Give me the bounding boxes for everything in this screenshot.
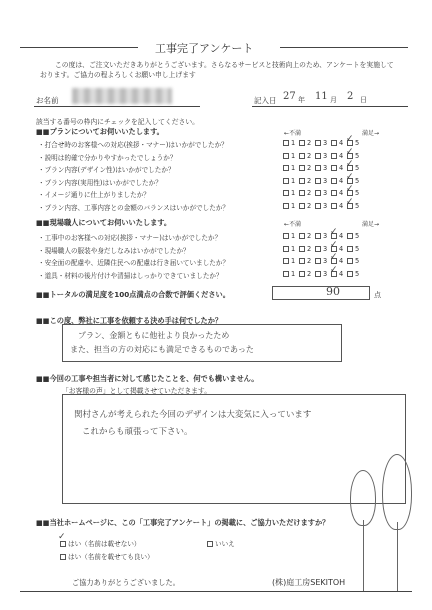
rating-number: 4 (339, 151, 344, 160)
rating-check-mark: ✓ (346, 159, 354, 169)
rating-checkbox[interactable] (299, 246, 305, 252)
rating-option-1[interactable] (283, 164, 295, 172)
checkbox-no[interactable] (207, 541, 213, 547)
date-month: 11 (315, 91, 328, 102)
rating-check-mark: ✓ (346, 184, 354, 194)
rating-number: 5 (355, 257, 360, 265)
rating-checkbox[interactable] (315, 258, 321, 264)
rating-number: 2 (307, 151, 312, 160)
rating-option-1[interactable] (283, 189, 295, 197)
rating-number: 4 (339, 176, 344, 185)
rating-number: 3 (323, 139, 328, 147)
rating-number: 1 (291, 244, 296, 253)
rating-number: 2 (307, 244, 312, 253)
name-underline (34, 106, 200, 107)
question-text: ・安全面の配慮や、近隣住民への配慮は行き届いていましたか？ (38, 259, 230, 267)
rating-checkbox[interactable] (331, 190, 337, 196)
rating-number: 4 (339, 189, 344, 197)
rating-option-3[interactable] (315, 257, 327, 265)
rating-number: 2 (307, 189, 312, 197)
rating-checkbox[interactable] (347, 233, 353, 239)
rating-number: 5 (355, 151, 360, 160)
rating-option-3[interactable] (315, 152, 327, 160)
name-label: お名前 (36, 96, 59, 105)
rating-option-2[interactable] (299, 152, 311, 160)
date-day-unit: 日 (360, 96, 367, 104)
scale-left-2: ←不満 (284, 221, 302, 228)
rating-number: 5 (355, 139, 360, 147)
total-score-box (272, 286, 370, 300)
option-yes-named-label: はい（名前を載せても良い） (68, 553, 154, 561)
question-text: ・工事中のお客様への対応(挨拶・マナー)はいかがでしたか？ (38, 234, 222, 242)
rating-option-3[interactable] (315, 232, 327, 240)
rating-check-mark: ✓ (330, 239, 338, 250)
rating-option-3[interactable] (315, 177, 327, 185)
rating-option-3[interactable] (315, 270, 327, 278)
rating-checkbox[interactable] (299, 153, 305, 159)
rating-checkbox[interactable] (315, 203, 321, 209)
rating-number: 5 (355, 201, 360, 210)
header-rule-left (20, 47, 138, 48)
rating-number: 4 (339, 232, 344, 240)
rating-checkbox[interactable] (299, 140, 305, 146)
rating-number: 3 (323, 176, 328, 185)
section4-title: ■■今回の工事や担当者に対して感じたことを、何でも構いません。 (36, 374, 259, 383)
rating-option-2[interactable] (299, 202, 311, 210)
option-yes-anonymous[interactable] (60, 538, 141, 548)
rating-number: 3 (323, 244, 328, 253)
rating-checkbox[interactable] (283, 203, 289, 209)
tree-right-icon (382, 454, 412, 530)
redacted-name (72, 88, 172, 104)
rating-number: 4 (339, 244, 344, 253)
rating-number: 5 (355, 176, 360, 185)
rating-checkbox[interactable] (315, 178, 321, 184)
rating-checkbox[interactable] (315, 233, 321, 239)
rating-number: 2 (307, 164, 312, 172)
section4-answer-line1: 関村さんが考えられた今回のデザインは大変気に入っています (74, 410, 312, 420)
rating-option-2[interactable] (299, 189, 311, 197)
rating-option-2[interactable] (299, 177, 311, 185)
scale-right: 満足→ (362, 130, 380, 137)
question-text: ・道具・材料の後片付けや清掃はしっかりできていましたか？ (38, 271, 223, 280)
section4-answer-line2: これからも頑張って下さい。 (82, 427, 193, 437)
rating-number: 5 (355, 244, 360, 253)
rating-checkbox[interactable] (315, 153, 321, 159)
rating-option-4[interactable] (331, 139, 343, 147)
intro-line-2: おります。ご協力の程よろしくお願い申し上げます (40, 71, 196, 79)
intro-line-1: この度は、ご注文いただきありがとうございます。さらなるサービスと技術向上のため、アンケートを実施して (55, 61, 394, 69)
date-year-unit: 年 (298, 96, 305, 104)
rating-check-mark: ✓ (346, 171, 354, 182)
section1-title: ■■プランについてお伺いいたします。 (36, 127, 164, 136)
rating-option-1[interactable] (283, 270, 295, 278)
total-score-unit: 点 (374, 291, 381, 299)
question-text: ・説明は的確で分かりやすかったでしょうか？ (38, 153, 177, 162)
rating-checkbox[interactable] (283, 190, 289, 196)
rating-checkbox[interactable] (299, 233, 305, 239)
rating-option-3[interactable] (315, 202, 327, 210)
question-text: ・イメージ通りに仕上がりましたか？ (38, 191, 150, 199)
rating-number: 3 (323, 269, 328, 278)
rating-option-1[interactable] (283, 139, 295, 147)
rating-checkbox[interactable] (299, 258, 305, 264)
rating-option-1[interactable] (283, 152, 295, 160)
rating-number: 1 (291, 257, 296, 265)
rating-checkbox[interactable] (331, 153, 337, 159)
footer-thanks: ご協力ありがとうございました。 (72, 578, 180, 587)
tree-left-trunk (363, 520, 364, 592)
rating-number: 1 (291, 164, 296, 172)
rating-number: 3 (323, 151, 328, 160)
scale-left: ←不満 (284, 130, 302, 137)
rating-number: 4 (339, 164, 344, 172)
tree-right-trunk (397, 522, 398, 592)
option-no-label: いいえ (215, 540, 235, 548)
rating-option-5[interactable] (347, 257, 359, 265)
section5-title: ■■当社ホームページに、この「工事完了アンケート」の掲載に、ご協力いただけますか？ (36, 518, 330, 527)
rating-checkbox[interactable] (299, 165, 305, 171)
rating-checkbox[interactable] (315, 246, 321, 252)
rating-check-mark: ✓ (330, 264, 338, 275)
scale-right-2: 満足→ (362, 221, 380, 228)
rating-option-2[interactable] (299, 257, 311, 265)
rating-checkbox[interactable] (283, 178, 289, 184)
rating-option-2[interactable] (299, 245, 311, 253)
check-mark-yes-anonymous: ✓ (58, 532, 66, 542)
section3-title: ■■この度、弊社に工事を依頼する決め手は何でしたか？ (36, 316, 223, 325)
rating-checkbox[interactable] (283, 233, 289, 239)
rating-number: 3 (323, 232, 328, 240)
rating-check-mark: ✓ (346, 146, 354, 157)
rating-checkbox[interactable] (315, 271, 321, 277)
rating-checkbox[interactable] (283, 258, 289, 264)
section2-title: ■■現場職人についてお伺いいたします。 (36, 218, 172, 227)
question-text: ・打合せ時のお客様への対応(挨拶・マナー)はいかがでしたか？ (38, 141, 228, 149)
rating-option-4[interactable] (331, 152, 343, 160)
rating-number: 1 (291, 176, 296, 185)
option-yes-named[interactable] (60, 551, 154, 561)
rating-number: 2 (307, 269, 312, 278)
rating-checkbox[interactable] (347, 258, 353, 264)
date-year: 27 (283, 91, 296, 102)
rating-checkbox[interactable] (331, 203, 337, 209)
rating-checkbox[interactable] (283, 165, 289, 171)
rating-number: 4 (339, 139, 344, 147)
rating-number: 1 (291, 139, 296, 147)
rating-checkbox[interactable] (283, 153, 289, 159)
rating-option-5[interactable] (347, 270, 359, 278)
total-score-value: 90 (326, 285, 340, 298)
header-rule-right (280, 47, 408, 48)
date-label: 記入日 (254, 96, 277, 105)
rating-option-4[interactable] (331, 189, 343, 197)
checkbox-yes-named[interactable] (60, 554, 66, 560)
rating-option-3[interactable] (315, 139, 327, 147)
rating-checkbox[interactable] (283, 271, 289, 277)
rating-check-mark: ✓ (346, 196, 354, 207)
question-text: ・現場職人の服装や身だしなみはいかがでしたか？ (38, 246, 190, 255)
rating-checkbox[interactable] (299, 178, 305, 184)
rating-option-4[interactable] (331, 177, 343, 185)
rating-number: 3 (323, 164, 328, 172)
date-underline (252, 106, 408, 107)
rating-number: 5 (355, 189, 360, 197)
rating-number: 4 (339, 257, 344, 265)
rating-option-2[interactable] (299, 139, 311, 147)
rating-option-2[interactable] (299, 270, 311, 278)
option-yes-anonymous-label: はい（名前は載せない） (68, 540, 141, 548)
date-day: 2 (347, 91, 354, 102)
option-no[interactable] (207, 538, 235, 548)
rating-option-1[interactable] (283, 245, 295, 253)
footer-rule (20, 591, 412, 592)
rating-option-3[interactable] (315, 189, 327, 197)
rating-number: 4 (339, 269, 344, 278)
rating-option-5[interactable] (347, 232, 359, 240)
rating-option-1[interactable] (283, 257, 295, 265)
rating-option-1[interactable] (283, 177, 295, 185)
rating-number: 3 (323, 257, 328, 265)
rating-option-2[interactable] (299, 164, 311, 172)
rating-number: 4 (339, 201, 344, 210)
rating-number: 2 (307, 139, 312, 147)
rating-number: 2 (307, 257, 312, 265)
rating-check-mark: ✓ (330, 252, 338, 262)
rating-number: 2 (307, 176, 312, 185)
rating-number: 1 (291, 201, 296, 210)
rating-number: 1 (291, 269, 296, 278)
rating-checkbox[interactable] (283, 246, 289, 252)
total-label: ■■トータルの満足度を100点満点の合数で評価ください。 (36, 290, 230, 299)
rating-number: 2 (307, 232, 312, 240)
rating-checkbox[interactable] (299, 271, 305, 277)
rating-number: 3 (323, 201, 328, 210)
question-text: ・プラン内容、工事内容との金額のバランスはいかがでしたか？ (38, 203, 230, 212)
rating-number: 5 (355, 232, 360, 240)
tree-left-icon (350, 470, 376, 526)
rating-number: 2 (307, 201, 312, 210)
section4-subtitle: 「お客様の声」として掲載させていただきます。 (62, 387, 211, 395)
rating-option-2[interactable] (299, 232, 311, 240)
rating-checkbox[interactable] (331, 165, 337, 171)
rating-number: 3 (323, 189, 328, 197)
footer-company: (株)庭工房SEKITOH (272, 578, 346, 587)
rating-checkbox[interactable] (283, 140, 289, 146)
rating-checkbox[interactable] (331, 140, 337, 146)
instruction: 該当する番号の枠内にチェックを記入してください。 (36, 118, 199, 126)
question-text: ・プラン内容(実用性)はいかがでしたか？ (38, 178, 162, 187)
rating-number: 1 (291, 232, 296, 240)
rating-checkbox[interactable] (331, 178, 337, 184)
date-month-unit: 月 (330, 96, 337, 104)
rating-option-1[interactable] (283, 202, 295, 210)
rating-checkbox[interactable] (299, 190, 305, 196)
rating-checkbox[interactable] (347, 246, 353, 252)
rating-option-3[interactable] (315, 245, 327, 253)
rating-option-1[interactable] (283, 232, 295, 240)
section3-answer-line1: プラン、金額ともに他社より良かったため (78, 331, 230, 340)
rating-option-4[interactable] (331, 164, 343, 172)
rating-number: 5 (355, 164, 360, 172)
rating-option-4[interactable] (331, 202, 343, 210)
rating-checkbox[interactable] (315, 140, 321, 146)
rating-number: 5 (355, 269, 360, 278)
rating-option-5[interactable] (347, 245, 359, 253)
rating-check-mark: ✓ (346, 134, 354, 144)
rating-checkbox[interactable] (315, 165, 321, 171)
page-title: 工事完了アンケート (155, 42, 254, 55)
rating-check-mark: ✓ (330, 227, 338, 237)
question-text: ・プラン内容(デザイン性)はいかがでしたか？ (38, 166, 175, 174)
rating-number: 1 (291, 151, 296, 160)
rating-number: 1 (291, 189, 296, 197)
rating-checkbox[interactable] (315, 190, 321, 196)
rating-option-3[interactable] (315, 164, 327, 172)
section3-answer-line2: また、担当の方の対応にも満足できるものであった (70, 345, 254, 354)
rating-checkbox[interactable] (299, 203, 305, 209)
rating-checkbox[interactable] (347, 271, 353, 277)
